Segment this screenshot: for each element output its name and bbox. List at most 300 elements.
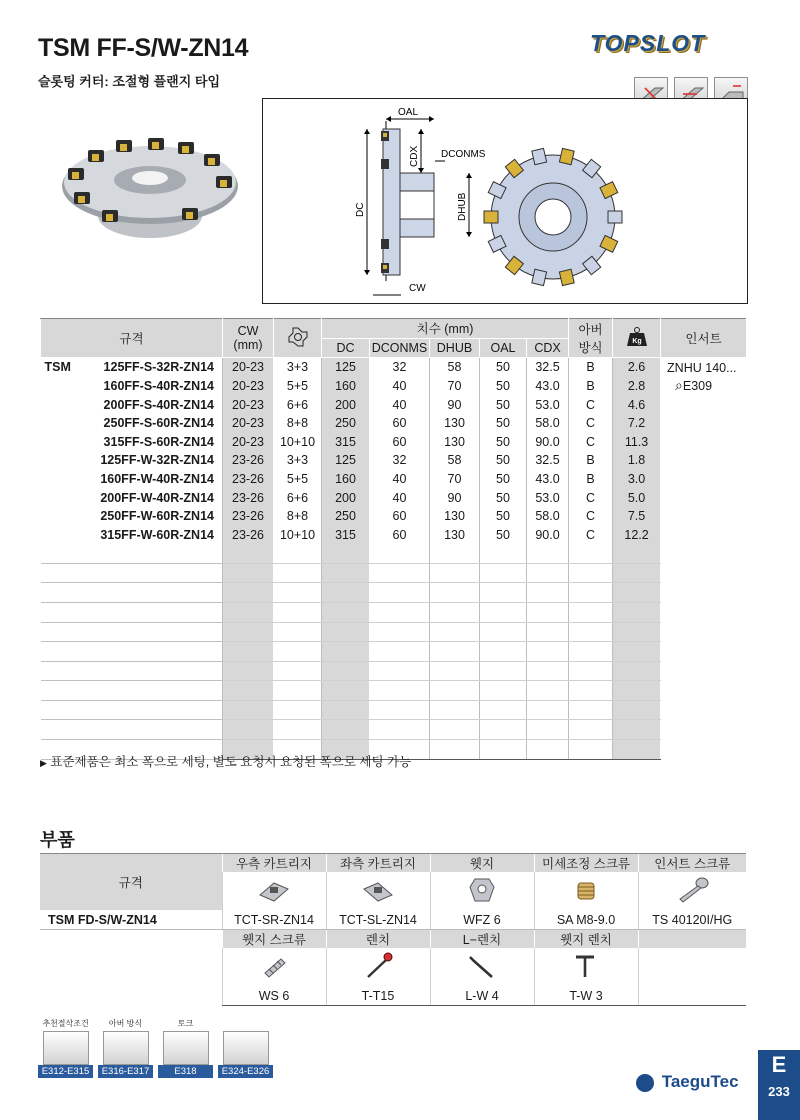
- dc-cell: 200: [322, 488, 370, 507]
- dc-header: DC: [322, 338, 370, 358]
- wedge-screw-header: 웻지 스크류: [222, 930, 326, 949]
- cdx-cell: [527, 700, 569, 720]
- cw-cell: 23-26: [223, 470, 274, 489]
- dc-cell: [322, 563, 370, 583]
- dhub-cell: [430, 681, 480, 701]
- technical-info-book-icon: [223, 1031, 269, 1065]
- cutter-tooth: [559, 148, 574, 164]
- oal-cell: [480, 700, 527, 720]
- cdx-cell: 32.5: [527, 358, 569, 377]
- technical-info-label: [218, 1018, 273, 1029]
- oal-cell: 50: [480, 470, 527, 489]
- dc-cell: 250: [322, 414, 370, 433]
- cdx-cell: [527, 740, 569, 760]
- model-cell: [41, 700, 223, 720]
- oal-cell: [480, 681, 527, 701]
- dhub-cell: [430, 661, 480, 681]
- cutter-tooth: [532, 269, 547, 285]
- page-subtitle: 슬롯팅 커터: 조절형 플랜지 타입: [38, 74, 221, 89]
- cdx-header: CDX: [527, 338, 569, 358]
- page-title: TSM FF-S/W-ZN14: [38, 34, 249, 62]
- right-cartridge-header: 우측 카트리지: [222, 854, 326, 873]
- kg-cell: [613, 602, 661, 622]
- cdx-cell: [527, 720, 569, 740]
- oal-cell: [480, 583, 527, 603]
- kg-cell: 2.8: [613, 377, 661, 396]
- dhub-cell: [430, 622, 480, 642]
- wedge-screw-code: WS 6: [222, 986, 326, 1006]
- dconms-label: DCONMS: [441, 149, 486, 160]
- dhub-cell: [430, 720, 480, 740]
- topslot-logo-text: TOPSLOT: [590, 30, 706, 56]
- cdx-cell: 53.0: [527, 488, 569, 507]
- left-cartridge-header: 좌측 카트리지: [326, 854, 430, 873]
- spec-row: [41, 526, 747, 545]
- dhub-cell: 130: [430, 433, 480, 452]
- z-cell: 10+10: [274, 526, 322, 545]
- note-bullet-icon: ▶: [40, 758, 47, 768]
- spec-row: [41, 414, 747, 433]
- kg-cell: [613, 700, 661, 720]
- model-cell: [41, 526, 223, 545]
- topslot-logo: [590, 30, 705, 57]
- z-cell: 6+6: [274, 488, 322, 507]
- cutting-conditions-icon: [43, 1031, 89, 1065]
- empty-header: [638, 930, 746, 949]
- kg-cell: 4.6: [613, 395, 661, 414]
- spec-empty-row: [41, 700, 747, 720]
- arbor-cell: [569, 720, 613, 740]
- technical-drawing: [262, 98, 748, 304]
- kg-cell: [613, 544, 661, 563]
- kg-cell: [613, 661, 661, 681]
- wrench-code: T-T15: [326, 986, 430, 1006]
- dconms-cell: [370, 642, 430, 662]
- brand-name: TaeguTec: [661, 1072, 739, 1091]
- cdx-cell: 90.0: [527, 526, 569, 545]
- spec-row: [41, 433, 747, 452]
- oal-cell: [480, 661, 527, 681]
- z-cell: 3+3: [274, 358, 322, 377]
- torque-ref[interactable]: [158, 1018, 213, 1078]
- model-cell: [41, 661, 223, 681]
- spec-row: [41, 377, 747, 396]
- model-code: 315FF-S-60R-ZN14: [103, 434, 214, 449]
- cw-cell: [223, 720, 274, 740]
- spec-empty-row: [41, 720, 747, 740]
- arbor-cell: C: [569, 433, 613, 452]
- dconms-cell: 60: [370, 526, 430, 545]
- torque-wrench-icon: [163, 1031, 209, 1065]
- cutter-tooth: [559, 269, 574, 285]
- wedge-wrench-code: T-W 3: [534, 986, 638, 1006]
- model-cell: [41, 358, 223, 377]
- parts-spec-header: 규격: [40, 854, 222, 911]
- dhub-cell: 58: [430, 451, 480, 470]
- dconms-cell: 40: [370, 470, 430, 489]
- arbor-cell: [569, 700, 613, 720]
- model-code: 160FF-S-40R-ZN14: [103, 379, 214, 394]
- wedge-screw-icon: [222, 948, 326, 986]
- arbor-cell: B: [569, 377, 613, 396]
- wedge-header: 웻지: [430, 854, 534, 873]
- cdx-cell: 32.5: [527, 451, 569, 470]
- fine-adjust-screw-code: SA M8-9.0: [534, 910, 638, 930]
- kg-cell: [613, 681, 661, 701]
- cw-cell: 20-23: [223, 433, 274, 452]
- dhub-header: DHUB: [430, 338, 480, 358]
- oal-cell: 50: [480, 488, 527, 507]
- spec-empty-row: [41, 583, 747, 603]
- cutting-conditions-label: 추천절삭조건: [42, 1019, 89, 1028]
- arbor-cell: C: [569, 526, 613, 545]
- arbor-type-icon: [103, 1031, 149, 1065]
- model-cell: [41, 544, 223, 563]
- dimensions-header: 치수 (mm): [322, 319, 569, 339]
- cw-cell: [223, 544, 274, 563]
- z-cell: [274, 583, 322, 603]
- z-cell: [274, 622, 322, 642]
- model-cell: [41, 507, 223, 526]
- dhub-cell: 90: [430, 395, 480, 414]
- model-cell: [41, 720, 223, 740]
- oal-header: OAL: [480, 338, 527, 358]
- oal-cell: [480, 563, 527, 583]
- cdx-cell: [527, 622, 569, 642]
- dconms-cell: [370, 720, 430, 740]
- insert-header: 인서트: [661, 319, 747, 358]
- dhub-cell: [430, 642, 480, 662]
- product-photo: [50, 128, 250, 248]
- z-cell: 10+10: [274, 433, 322, 452]
- spec-empty-row: [41, 661, 747, 681]
- cw-cell: [223, 622, 274, 642]
- model-cell: [41, 563, 223, 583]
- dconms-cell: 32: [370, 358, 430, 377]
- oal-cell: [480, 622, 527, 642]
- empty-icon-cell: [638, 948, 746, 986]
- dc-cell: [322, 602, 370, 622]
- arbor-cell: C: [569, 507, 613, 526]
- cw-cell: [223, 661, 274, 681]
- cw-cell: [223, 642, 274, 662]
- z-cell: [274, 642, 322, 662]
- cdx-cell: 58.0: [527, 507, 569, 526]
- cw-cell: [223, 583, 274, 603]
- cutting-conditions-ref[interactable]: [38, 1018, 93, 1078]
- insert-screw-code: TS 40120I/HG: [638, 910, 746, 930]
- oal-cell: [480, 602, 527, 622]
- z-cell: [274, 700, 322, 720]
- wedge-icon: [430, 872, 534, 910]
- dc-cell: 125: [322, 358, 370, 377]
- dhub-cell: 70: [430, 377, 480, 396]
- insert-screw-icon: [638, 872, 746, 910]
- oal-cell: 50: [480, 395, 527, 414]
- insert-cell: [661, 358, 747, 759]
- oal-cell: 50: [480, 414, 527, 433]
- teeth-count-header: [274, 319, 322, 358]
- dc-cell: 250: [322, 507, 370, 526]
- oal-cell: 50: [480, 526, 527, 545]
- arbor-cell: C: [569, 395, 613, 414]
- cdx-cell: 43.0: [527, 470, 569, 489]
- l-wrench-icon: [430, 948, 534, 986]
- taegutec-logo-icon: [636, 1074, 654, 1092]
- oal-cell: 50: [480, 451, 527, 470]
- spec-empty-row: [41, 563, 747, 583]
- magnifier-icon: ⌕: [675, 377, 683, 394]
- model-code: 160FF-W-40R-ZN14: [100, 472, 214, 487]
- cw-header-label: CW: [237, 324, 259, 339]
- dconms-cell: [370, 700, 430, 720]
- kg-cell: [613, 563, 661, 583]
- dc-cell: 315: [322, 526, 370, 545]
- arbor-cell: [569, 661, 613, 681]
- weight-icon-text: Kg: [631, 337, 642, 345]
- spec-empty-row: [41, 622, 747, 642]
- arbor-cell: [569, 583, 613, 603]
- spec-row: [41, 507, 747, 526]
- cdx-cell: [527, 583, 569, 603]
- dconms-cell: [370, 563, 430, 583]
- dc-cell: 315: [322, 433, 370, 452]
- insert-screw-header: 인서트 스크류: [638, 854, 746, 873]
- dhub-cell: [430, 700, 480, 720]
- technical-info-ref[interactable]: [218, 1018, 273, 1078]
- kg-cell: [613, 622, 661, 642]
- cdx-cell: 43.0: [527, 377, 569, 396]
- cw-cell: [223, 563, 274, 583]
- spec-row: [41, 395, 747, 414]
- arbor-cell: B: [569, 451, 613, 470]
- oal-cell: [480, 642, 527, 662]
- dconms-cell: 40: [370, 377, 430, 396]
- kg-cell: [613, 740, 661, 760]
- kg-cell: [613, 583, 661, 603]
- spec-empty-row: [41, 602, 747, 622]
- arbor-cell: [569, 642, 613, 662]
- cdx-label: CDX: [409, 145, 420, 167]
- cw-cell: 23-26: [223, 451, 274, 470]
- model-cell: [41, 488, 223, 507]
- dconms-cell: 60: [370, 433, 430, 452]
- cutter-tooth: [532, 148, 547, 164]
- wedge-code: WFZ 6: [430, 910, 534, 930]
- kg-cell: [613, 720, 661, 740]
- arbor-cell: B: [569, 358, 613, 377]
- cw-cell: 23-26: [223, 526, 274, 545]
- oal-cell: 50: [480, 507, 527, 526]
- dconms-cell: 60: [370, 414, 430, 433]
- dhub-cell: 58: [430, 358, 480, 377]
- model-code: 125FF-W-32R-ZN14: [100, 453, 214, 468]
- dconms-cell: 40: [370, 395, 430, 414]
- l-wrench-header: L−렌치: [430, 930, 534, 949]
- model-code: 125FF-S-32R-ZN14: [103, 360, 214, 375]
- cdx-cell: [527, 563, 569, 583]
- cdx-cell: [527, 661, 569, 681]
- page-number: 233: [768, 1084, 790, 1099]
- arbor-type-ref[interactable]: [98, 1018, 153, 1078]
- kg-cell: 12.2: [613, 526, 661, 545]
- arbor-header: [569, 319, 613, 358]
- dconms-cell: [370, 544, 430, 563]
- spec-row: [41, 470, 747, 489]
- dc-cell: 160: [322, 470, 370, 489]
- cdx-cell: [527, 642, 569, 662]
- cw-cell: [223, 602, 274, 622]
- model-cell: [41, 451, 223, 470]
- cutter-tooth: [608, 211, 622, 223]
- oal-cell: [480, 740, 527, 760]
- spec-row: [41, 488, 747, 507]
- cdx-cell: [527, 681, 569, 701]
- wrench-header: 렌치: [326, 930, 430, 949]
- cw-cell: 20-23: [223, 414, 274, 433]
- arbor-cell: [569, 622, 613, 642]
- technical-info-page: E324-E326: [218, 1065, 273, 1078]
- model-code: 315FF-W-60R-ZN14: [100, 527, 214, 542]
- model-code: 250FF-W-60R-ZN14: [100, 509, 214, 524]
- kg-cell: 5.0: [613, 488, 661, 507]
- section-letter: E: [771, 1052, 787, 1077]
- model-cell: [41, 433, 223, 452]
- dhub-cell: 130: [430, 414, 480, 433]
- model-code: 250FF-S-60R-ZN14: [103, 416, 214, 431]
- oal-cell: [480, 720, 527, 740]
- dc-cell: [322, 661, 370, 681]
- oal-cell: 50: [480, 377, 527, 396]
- dc-cell: [322, 700, 370, 720]
- arbor-cell: C: [569, 414, 613, 433]
- dconms-cell: 60: [370, 507, 430, 526]
- note-text: 표준제품은 최소 폭으로 세팅, 별도 요청시 요청된 폭으로 세팅 가능: [50, 755, 412, 769]
- arbor-cell: [569, 602, 613, 622]
- dc-label: DC: [355, 202, 366, 217]
- spec-row: [41, 358, 747, 377]
- arbor-type-label: 아버 방식: [108, 1019, 143, 1028]
- dhub-cell: 130: [430, 526, 480, 545]
- cw-label: CW: [409, 283, 426, 294]
- z-cell: [274, 563, 322, 583]
- cutter-tooth: [484, 211, 498, 223]
- spec-empty-row: [41, 544, 747, 563]
- dc-cell: [322, 720, 370, 740]
- model-cell: [41, 681, 223, 701]
- right-cartridge-icon: [222, 872, 326, 910]
- arbor-cell: C: [569, 488, 613, 507]
- z-cell: 3+3: [274, 451, 322, 470]
- spec-empty-row: [41, 642, 747, 662]
- model-cell: [41, 583, 223, 603]
- arbor-cell: [569, 563, 613, 583]
- z-cell: [274, 544, 322, 563]
- arbor-cell: [569, 740, 613, 760]
- parts-title: 부품: [40, 830, 75, 850]
- z-cell: [274, 602, 322, 622]
- model-cell: [41, 414, 223, 433]
- z-cell: 8+8: [274, 414, 322, 433]
- insert-ref-link[interactable]: [667, 377, 747, 394]
- dhub-cell: 90: [430, 488, 480, 507]
- cw-cell: 20-23: [223, 395, 274, 414]
- arbor-cell: B: [569, 470, 613, 489]
- insert-code: ZNHU 140...: [667, 361, 737, 376]
- kg-cell: 7.2: [613, 414, 661, 433]
- cdx-cell: 53.0: [527, 395, 569, 414]
- kg-cell: 2.6: [613, 358, 661, 377]
- dconms-header: DCONMS: [370, 338, 430, 358]
- model-cell: [41, 642, 223, 662]
- dconms-cell: [370, 681, 430, 701]
- z-cell: 6+6: [274, 395, 322, 414]
- cw-cell: 20-23: [223, 377, 274, 396]
- cw-header: [223, 319, 274, 358]
- kg-cell: 3.0: [613, 470, 661, 489]
- section-tab: [758, 1050, 800, 1120]
- dhub-cell: [430, 602, 480, 622]
- cw-cell: 20-23: [223, 358, 274, 377]
- model-prefix: TSM: [44, 360, 71, 375]
- dc-cell: 200: [322, 395, 370, 414]
- cw-header-unit: (mm): [233, 338, 263, 353]
- parts-spacer: [40, 930, 222, 1006]
- cw-cell: 23-26: [223, 488, 274, 507]
- kg-cell: [613, 642, 661, 662]
- dc-cell: [322, 642, 370, 662]
- l-wrench-code: L-W 4: [430, 986, 534, 1006]
- dconms-cell: [370, 661, 430, 681]
- cw-cell: [223, 681, 274, 701]
- cw-cell: 23-26: [223, 507, 274, 526]
- dc-cell: [322, 583, 370, 603]
- model-cell: [41, 602, 223, 622]
- dc-cell: [322, 544, 370, 563]
- dhub-cell: [430, 544, 480, 563]
- arbor-cell: [569, 681, 613, 701]
- taegutec-logo: [636, 1072, 739, 1092]
- standard-setting-note: [40, 752, 411, 770]
- arbor-header-label: 아버: [578, 323, 603, 338]
- torque-label: 토크: [177, 1019, 194, 1028]
- parts-model: TSM FD-S/W-ZN14: [40, 910, 222, 930]
- oal-cell: [480, 544, 527, 563]
- right-cartridge-code: TCT-SR-ZN14: [222, 910, 326, 930]
- dconms-cell: 40: [370, 488, 430, 507]
- arbor-type-page: E316-E317: [98, 1065, 153, 1078]
- dc-cell: 125: [322, 451, 370, 470]
- dhub-cell: [430, 563, 480, 583]
- z-cell: [274, 661, 322, 681]
- fine-adjust-screw-header: 미세조정 스크류: [534, 854, 638, 873]
- z-cell: [274, 681, 322, 701]
- dconms-cell: [370, 602, 430, 622]
- cdx-cell: [527, 602, 569, 622]
- dc-cell: 160: [322, 377, 370, 396]
- spec-table: [40, 318, 747, 760]
- cdx-cell: 90.0: [527, 433, 569, 452]
- model-code: 200FF-W-40R-ZN14: [100, 490, 214, 505]
- arbor-header-label-2: 방식: [578, 341, 603, 356]
- dhub-cell: 70: [430, 470, 480, 489]
- cdx-cell: 58.0: [527, 414, 569, 433]
- spec-row: [41, 451, 747, 470]
- dhub-cell: [430, 583, 480, 603]
- z-cell: 5+5: [274, 470, 322, 489]
- dhub-cell: [430, 740, 480, 760]
- cdx-cell: [527, 544, 569, 563]
